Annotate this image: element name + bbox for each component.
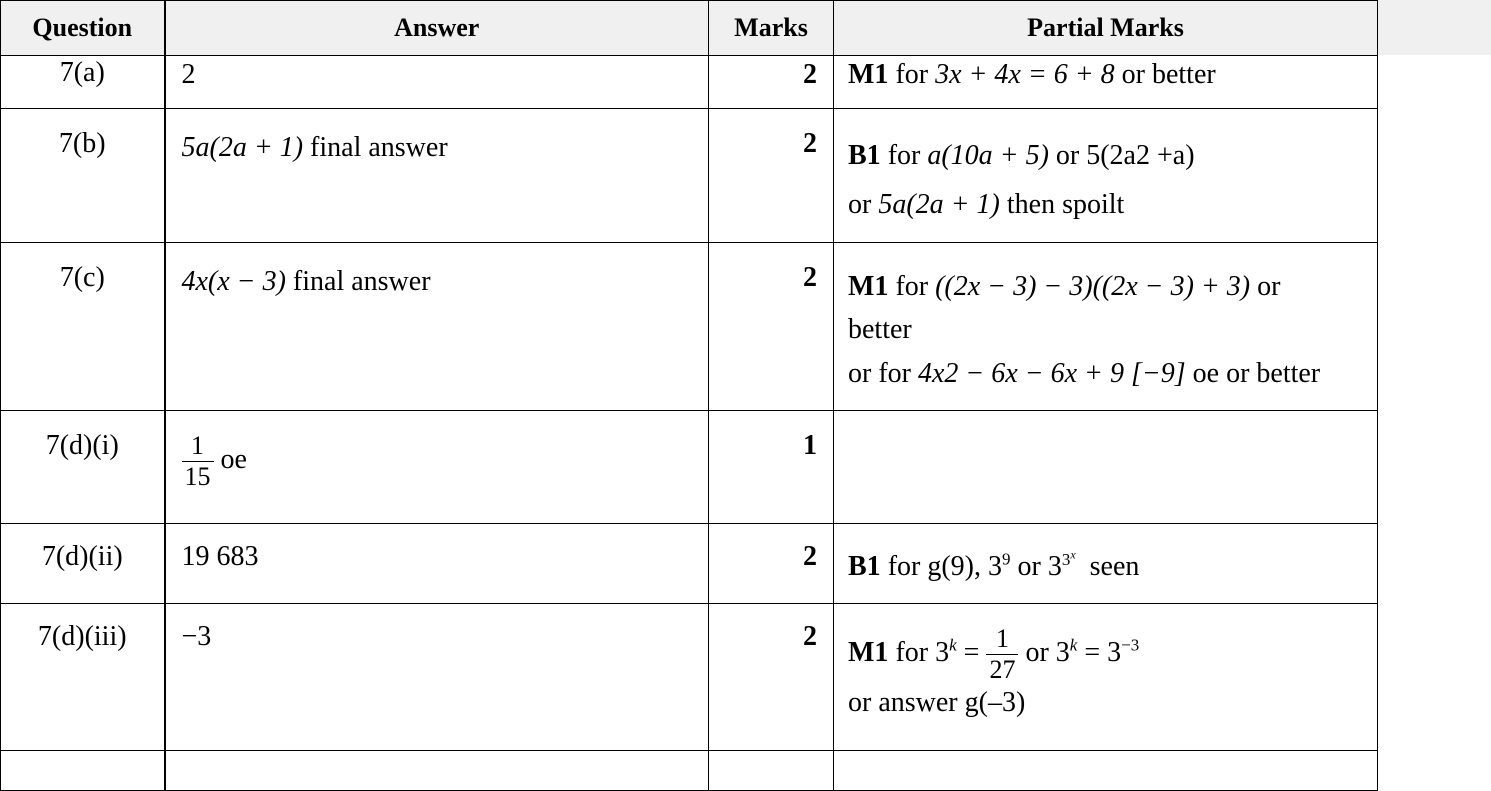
question-cell: 7(b) [1,109,165,243]
math-expression: = 3 [1084,636,1122,668]
math-base: 3 [1047,551,1062,582]
tail-text: then spoilt [1006,189,1125,220]
marks-cell: 2 [709,524,834,604]
continuation-text: better [848,314,912,346]
exponent: k [949,635,957,655]
for-text: for [895,271,929,302]
or-text: or [1017,551,1041,582]
marks-cell [709,751,834,791]
table-row [1,411,1378,524]
question-cell: 7(d)(ii) [1,524,165,604]
answer-cell [165,751,709,791]
exponent: −3 [1121,635,1140,655]
fraction-denominator: 15 [184,462,211,491]
answer-value: −3 [181,621,212,652]
header-row [1,1,1378,56]
math-expression: 4x2 − 6x − 6x + 9 [−9] [917,357,1186,389]
question-cell: 7(a) [1,56,165,109]
table-row [1,109,1378,243]
question-cell: 7(c) [1,243,165,411]
tail-text: seen [1089,551,1140,582]
partial-marks-cell [834,56,1378,109]
math-expression: a(10a + 5) [927,140,1049,171]
table-row [1,524,1378,604]
answer-cell [165,56,709,109]
equals-sign: = [963,636,980,668]
question-cell [1,751,165,791]
mark-code: M1 [848,59,889,90]
answer-cell [165,411,709,524]
tail-text: oe [220,443,247,475]
header-strip-extension [1376,0,1491,55]
math-expression: g(9), 3 [927,551,1002,582]
exponent: 9 [1002,549,1011,569]
table-row [1,243,1378,411]
tail-text: oe or better [1192,357,1321,389]
or-text: or [1025,636,1049,668]
or-for-text: or for [848,357,911,389]
answer-cell [165,524,709,604]
answer-cell [165,109,709,243]
for-text: for [895,636,929,668]
math-expression: 3x + 4x = 6 + 8 [935,59,1115,90]
or-text: or [1257,271,1281,302]
exponent-variable: x [1070,547,1076,562]
math-expression: 5a(2a + 1) [878,189,1000,220]
math-expression: 5a(2a + 1) [181,132,304,163]
math-expression: ((2x − 3) − 3)((2x − 3) + 3) [935,271,1251,302]
partial-marks-cell [834,751,1378,791]
fraction-denominator: 27 [989,655,1016,684]
partial-marks-header: Partial Marks [834,1,1378,56]
marks-cell: 2 [709,604,834,751]
for-text: for [887,551,921,582]
mark-code: M1 [848,271,889,302]
mark-code: M1 [848,636,889,668]
for-text: for [895,59,929,90]
for-text: for [887,140,921,171]
marks-cell: 2 [709,243,834,411]
marks-cell: 2 [709,109,834,243]
table-row [1,751,1378,791]
fraction [986,624,1018,685]
tail-text: final answer [292,266,431,297]
question-header: Question [1,1,165,56]
exponent: 3 [1061,549,1071,569]
math-base: 3 [935,636,950,668]
math-expression: 5(2a2 +a) [1086,140,1195,171]
answer-cell [165,604,709,751]
answer-cell [165,243,709,411]
partial-marks-cell [834,524,1378,604]
fraction-numerator: 1 [986,624,1018,655]
tail-text: final answer [310,132,448,163]
or-text: or [848,189,872,220]
table-row [1,56,1378,109]
or-text: or [1055,140,1080,171]
mark-code: B1 [848,551,881,582]
answer-header: Answer [165,1,709,56]
answer-value: 19 683 [181,541,259,572]
partial-marks-cell [834,604,1378,751]
marks-cell: 1 [709,411,834,524]
question-cell: 7(d)(iii) [1,604,165,751]
math-base: 3 [1055,636,1070,668]
marks-header: Marks [709,1,834,56]
exponent: k [1069,635,1078,655]
answer-value: 2 [181,59,196,90]
math-expression: 4x(x − 3) [181,266,286,297]
alternate-answer-text: or answer g(–3) [848,687,1026,718]
partial-marks-cell [834,109,1378,243]
table-row [1,604,1378,751]
fraction-numerator: 1 [182,431,214,462]
marks-cell: 2 [709,56,834,109]
partial-marks-cell [834,243,1378,411]
tail-text: or better [1121,59,1216,90]
partial-marks-cell [834,411,1378,524]
mark-code: B1 [848,140,881,171]
question-cell: 7(d)(i) [1,411,165,524]
fraction [182,431,214,492]
